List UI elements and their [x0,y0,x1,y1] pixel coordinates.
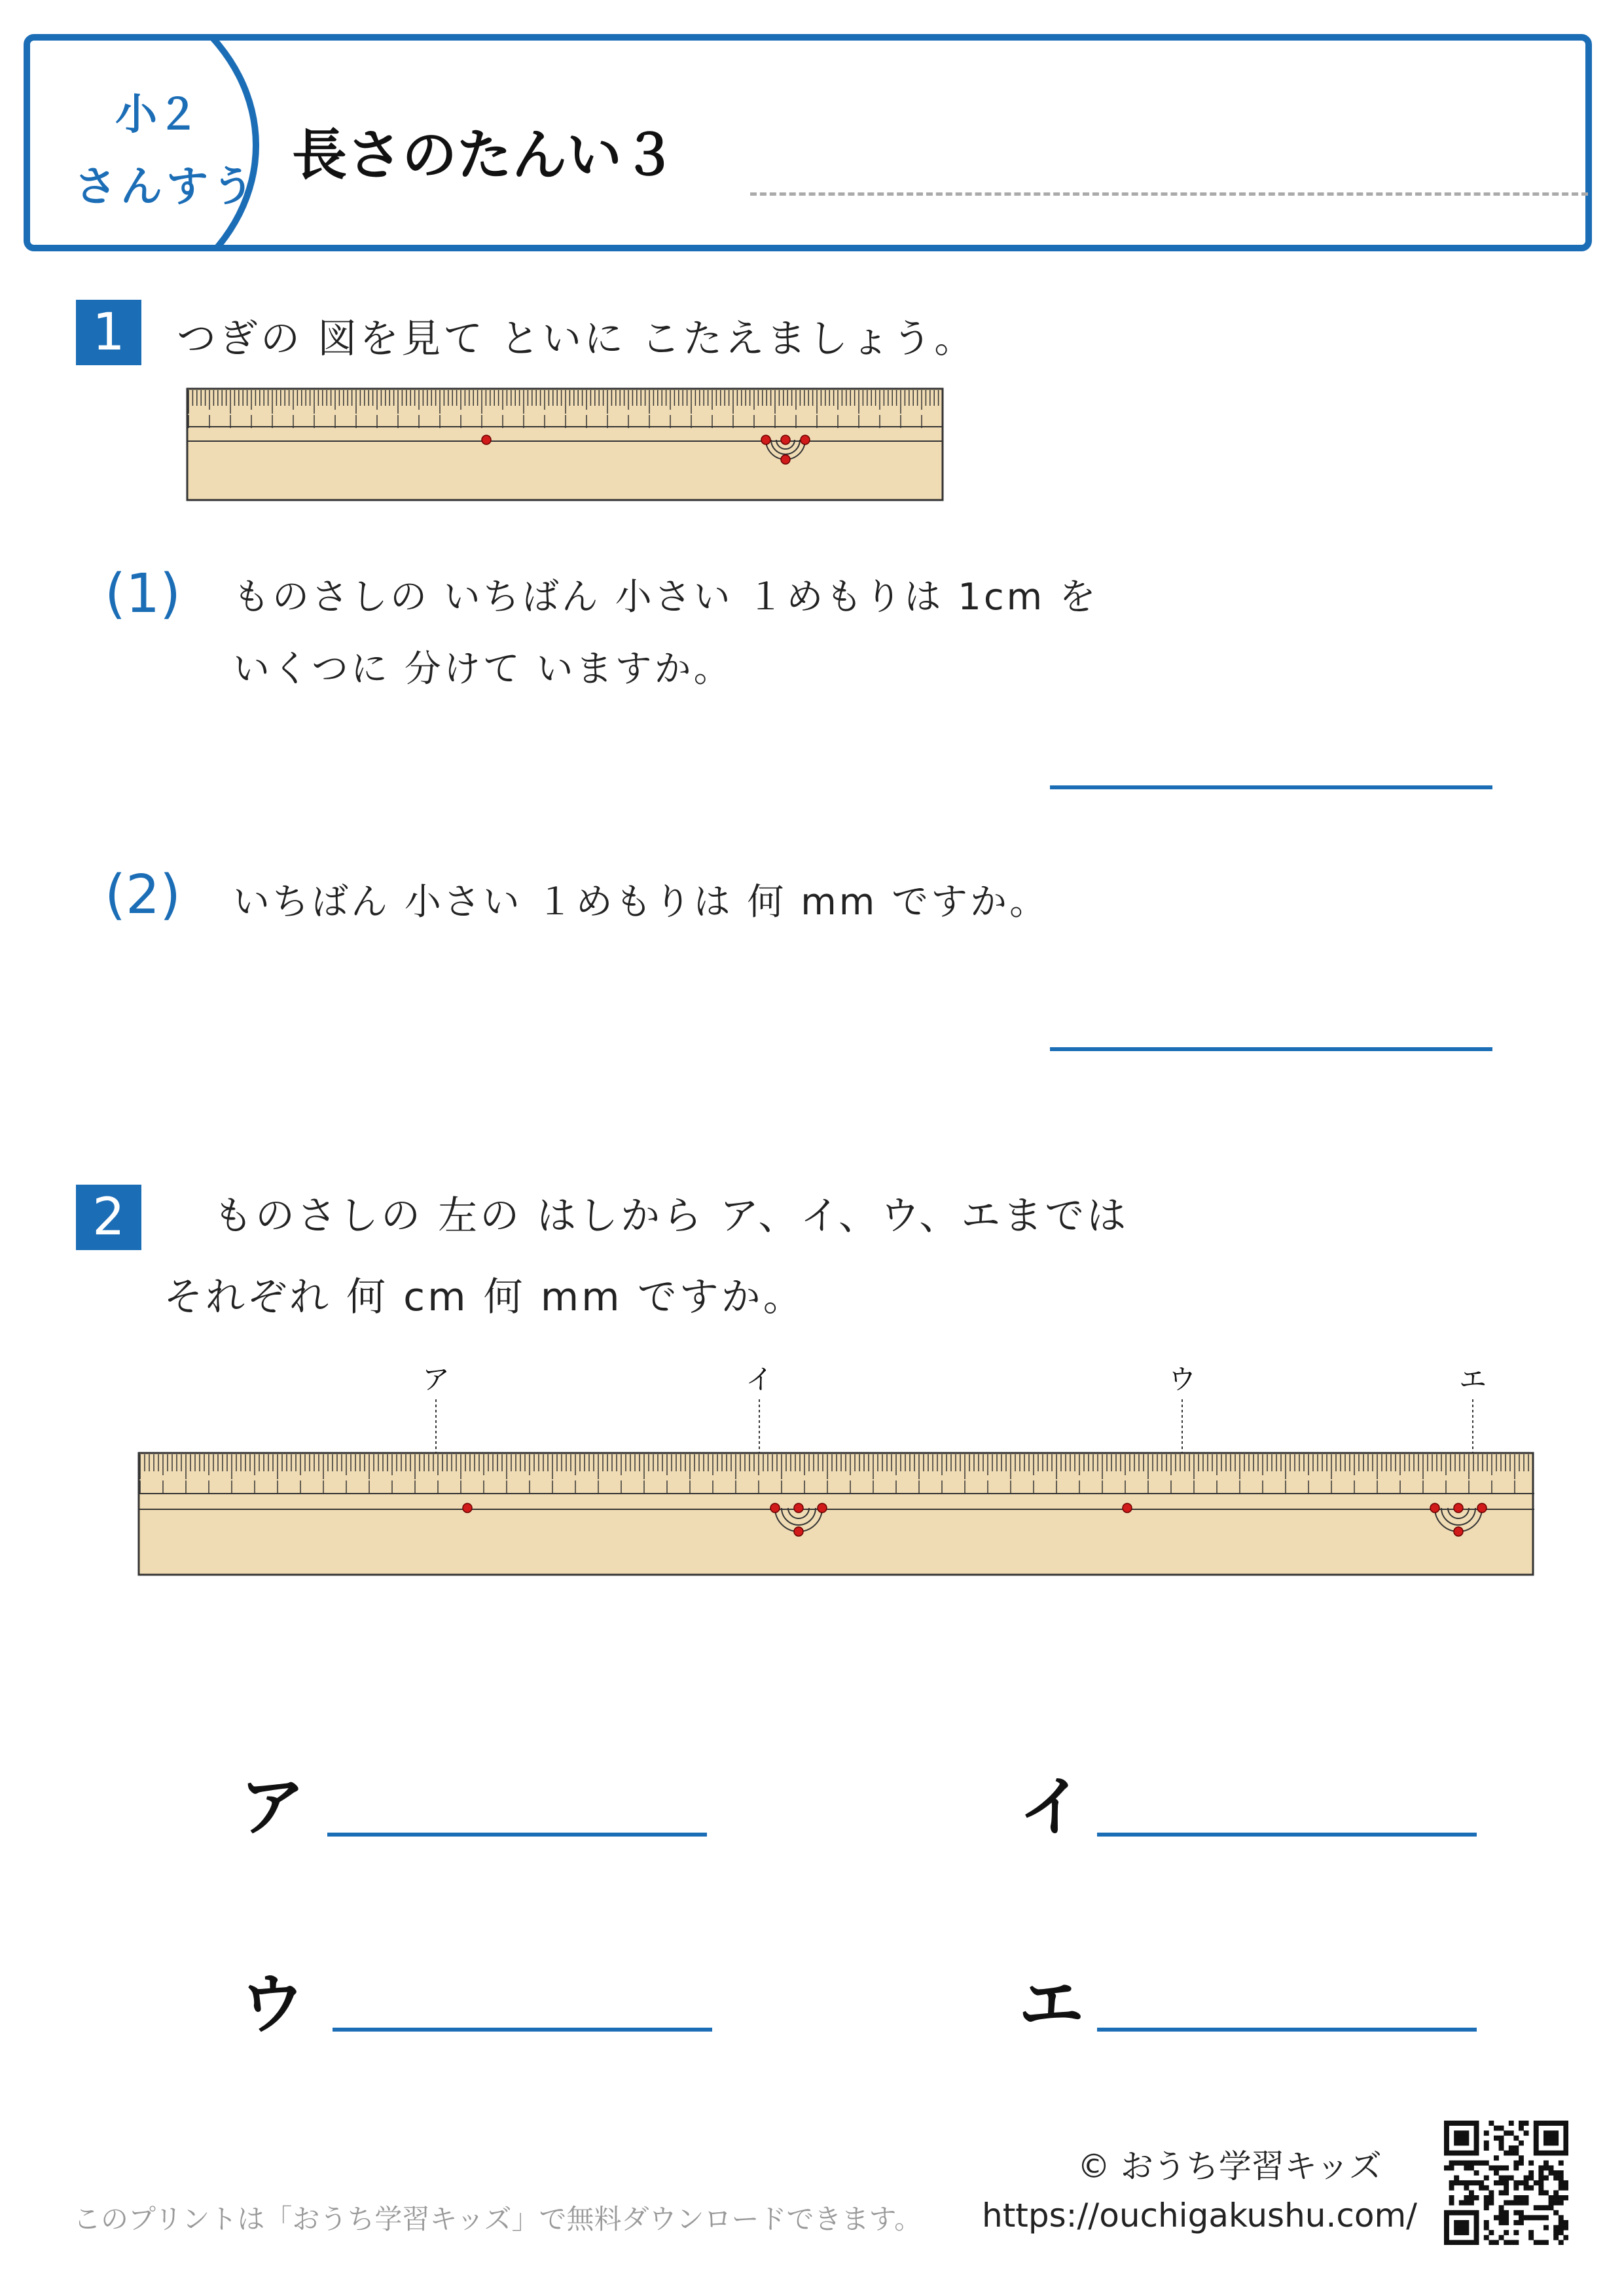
answer-line-2[interactable] [1050,1047,1492,1051]
ruler-2-dot-2 [1123,1503,1132,1513]
name-write-line[interactable] [750,192,1588,196]
ruler-2-dot-1 [463,1503,472,1513]
grade-badge-circle [30,41,259,245]
sub-question-1-line1: ものさしの いちばん 小さい １めもりは 1cm を [233,576,1098,619]
marker-label-i: イ [745,1363,774,1395]
question-1-instruction: つぎの 図を見て といに こたえましょう。 [177,316,977,362]
ruler-1 [186,387,944,501]
answer-label-a: ア [240,1768,305,1845]
sub-question-2-number: (2) [105,864,181,926]
qr-code-icon [1444,2121,1568,2245]
footer-note: このプリントは「おうち学習キッズ」で無料ダウンロードできます。 [73,2203,922,2235]
sub-question-1-number: (1) [105,563,181,625]
marker-label-e: エ [1458,1363,1487,1395]
ruler-2 [137,1361,1534,1577]
question-2-line2: それぞれ 何 cm 何 mm ですか。 [164,1274,805,1320]
sub-question-1-line2: いくつに 分けて いますか。 [233,648,733,691]
answer-line-a[interactable] [327,1833,707,1837]
sub-question-2-text: いちばん 小さい １めもりは 何 mm ですか。 [233,881,1049,924]
question-2-line1: ものさしの 左の はしから ア、イ、ウ、エまでは [213,1193,1129,1239]
marker-label-u: ウ [1168,1363,1197,1395]
answer-label-i: イ [1019,1768,1084,1845]
grade-badge-clip [30,41,1585,245]
answer-line-1[interactable] [1050,785,1492,789]
answer-line-i[interactable] [1097,1833,1477,1837]
answer-label-e: エ [1019,1966,1084,2043]
copyright: © おうち学習キッズ [1077,2147,1382,2185]
answer-line-u[interactable] [333,2028,712,2032]
header-box [24,34,1592,251]
answer-line-e[interactable] [1097,2028,1477,2032]
marker-label-a: ア [422,1363,450,1395]
question-1-badge: 1 [76,300,141,365]
question-2-badge: 2 [76,1185,141,1250]
page-title: 長さのたんい３ [292,123,677,187]
site-url[interactable]: https://ouchigakushu.com/ [982,2197,1418,2234]
subject-label: さんすう [75,163,258,211]
ruler-1-dot [482,435,491,444]
answer-label-u: ウ [240,1966,305,2043]
ruler-2-body [139,1453,1533,1575]
grade-label: 小２ [115,91,199,139]
